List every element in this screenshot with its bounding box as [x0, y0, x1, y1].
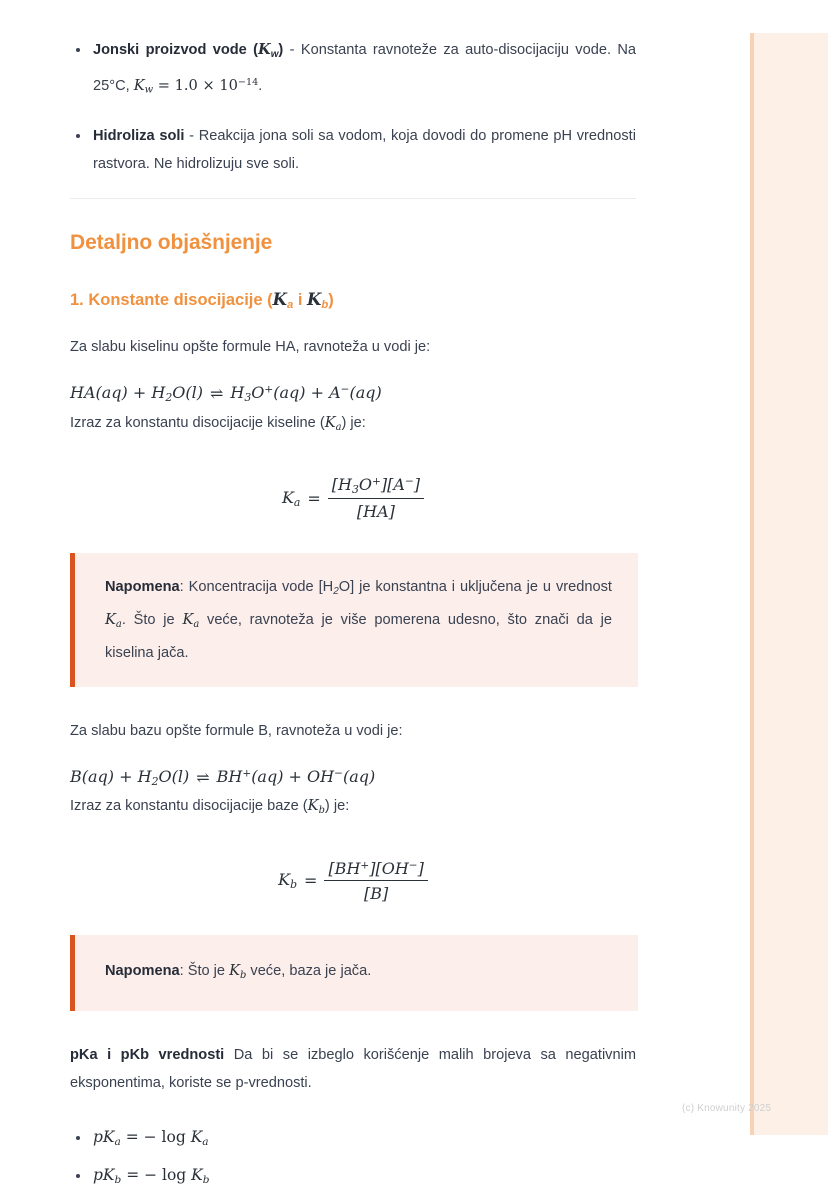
note-callout-base [70, 935, 638, 1012]
note-text-1: : Što je [179, 962, 230, 979]
bullet-term-close: ) [278, 42, 284, 58]
heading-kb-sub: b [321, 299, 329, 312]
pka-k: K [190, 1128, 203, 1147]
beq-rhs-bh: BH [216, 766, 243, 786]
bullet-text-end: . [258, 77, 263, 94]
bullet-term-math-k: K [258, 41, 271, 58]
note-label: Napomena [105, 579, 180, 596]
bexpr-intro-sub: b [318, 804, 325, 816]
ka-fraction [328, 475, 424, 521]
ka-num-a-close: ] [413, 475, 421, 495]
ka-num-sub: 3 [352, 483, 359, 497]
eq-rhs-a-charge: − [340, 384, 350, 397]
heading-suffix: ) [328, 291, 334, 310]
ka-lhs [282, 488, 300, 509]
note-ka-1-sub: a [115, 618, 122, 630]
kb-fraction [324, 859, 427, 903]
kb-denominator: [B] [364, 883, 389, 903]
heading-ka-sub: a [286, 299, 294, 312]
eq-h2o-o: O [172, 383, 186, 403]
beq-lhs-state: (aq) [81, 766, 115, 786]
kb-num-oh-charge: − [408, 859, 418, 872]
note-text-4: veće, ravnoteža je više pomerena udesno, što znači da je kiselina jača. [105, 612, 612, 661]
beq-rhs-state: (aq) [251, 766, 284, 786]
note-text [105, 573, 612, 667]
list-item [70, 36, 636, 104]
beq-plus-1: + [114, 766, 138, 786]
beq-h2o-o: O [158, 766, 172, 786]
kb-num-oh: [OH [375, 858, 409, 878]
pkb-sub: b [114, 1174, 122, 1187]
note-kb-sub: b [240, 969, 247, 981]
bullet-text: - Reakcija jona soli sa vodom, koja dovodi do promene pH vrednosti rastvora. Ne hidrolizuju sve soli. [93, 128, 636, 173]
expr-intro-post: ) je: [341, 414, 366, 431]
expr-intro-sub: a [335, 421, 342, 433]
decorative-side-band [750, 33, 828, 1135]
bullet-term: Jonski proizvod vode ( [93, 42, 259, 58]
note-text-3: . Što je [121, 612, 183, 629]
expr-intro-pre: Izraz za konstantu disocijacije kiseline ( [70, 414, 325, 431]
kb-num-charge: + [360, 859, 370, 872]
detailed-explanation-section [0, 231, 700, 1197]
beq-rhs-oh: OH [307, 766, 335, 786]
expr-intro-k: K [324, 413, 336, 431]
base-expression-intro [70, 792, 636, 825]
kb-formula [70, 859, 636, 903]
acid-intro-text: Za slabu kiselinu opšte formule HA, ravnoteža u vodi je: [70, 339, 431, 356]
pka-p: pK [93, 1128, 115, 1147]
beq-plus-2: + [283, 766, 308, 786]
beq-rhs-oh-state: (aq) [342, 766, 376, 786]
kb-numerator [324, 859, 427, 881]
base-intro-text: Za slabu bazu opšte formule B, ravnoteža u vodi je: [70, 722, 403, 739]
pk-formula-list [70, 1121, 636, 1197]
bexpr-intro-pre: Izraz za konstantu disocijacije baze ( [70, 797, 308, 814]
kw-value: = 1.0 × 10 [153, 76, 238, 94]
eq-rhs-h: H [230, 383, 245, 403]
beq-h2o-sub: 2 [151, 774, 159, 788]
copyright-watermark: (c) Knowunity 2025 [682, 1103, 772, 1114]
note-ka-2-sub: a [193, 618, 200, 630]
eq-arrow: ⇌ [209, 384, 224, 404]
eq-rhs-o: O [251, 383, 265, 403]
top-bullet-list [70, 36, 636, 178]
list-item [70, 1159, 636, 1197]
eq-h2o-sub: 2 [165, 391, 173, 405]
ka-num-close: ] [380, 475, 388, 495]
eq-h2o-h: H [151, 383, 166, 403]
ka-denominator: [HA] [356, 502, 395, 522]
eq-rhs-sub: 3 [244, 391, 252, 405]
beq-arrow: ⇌ [196, 767, 210, 787]
ka-lhs-k: K [281, 487, 294, 507]
eq-plus-2: + [305, 383, 330, 403]
heading-mid: i [293, 291, 307, 310]
ka-lhs-sub: a [293, 495, 301, 509]
kb-equals: = [304, 871, 318, 891]
kw-exponent: −14 [237, 76, 259, 88]
kb-num-close: ] [369, 858, 376, 878]
kb-lhs [278, 870, 297, 891]
kw-symbol: K [133, 76, 145, 94]
kb-num-oh-close: ] [417, 858, 424, 878]
note-ka-1: K [105, 611, 116, 629]
eq-rhs-a: A [329, 383, 341, 403]
beq-rhs-charge: + [242, 767, 252, 780]
bullet-text: - Konstanta ravnoteže za auto-disocijaciju vode. Na 25°C, [93, 42, 637, 94]
note-text-2: O] je konstantna i uključena je u vrednost [338, 579, 612, 596]
bexpr-intro-k: K [307, 796, 319, 814]
heading-ka: K [272, 290, 287, 310]
pkb-rel: = − log [121, 1166, 192, 1185]
bullet-term-math-sub: w [270, 48, 279, 60]
eq-lhs-state: (aq) [95, 383, 128, 403]
eq-rhs-charge: + [264, 384, 274, 397]
pkb-k-sub: b [202, 1174, 210, 1187]
pkb-p: pK [93, 1166, 115, 1185]
section-heading-minor [70, 290, 636, 311]
heading-kb: K [307, 290, 322, 310]
eq-lhs-ha: HA [70, 383, 96, 403]
ka-num-h: [H [331, 475, 352, 495]
base-equilibrium-equation [70, 767, 636, 788]
acid-expression-intro [70, 409, 636, 442]
decorative-side-band-edge [750, 33, 754, 1135]
heading-prefix: 1. Konstante disocijacije ( [70, 291, 273, 310]
bexpr-intro-post: ) je: [324, 797, 350, 814]
list-item [70, 122, 636, 178]
ka-num-a-charge: − [404, 476, 414, 489]
acid-equilibrium-equation [70, 383, 636, 404]
kb-lhs-k: K [278, 870, 291, 890]
pkb-k: K [191, 1166, 203, 1185]
ka-num-charge: + [372, 476, 381, 489]
pk-text: Da bi se izbeglo korišćenje malih brojeva sa negativnim eksponentima, koriste se p-vrednosti. [70, 1047, 636, 1092]
pka-rel: = − log [120, 1128, 191, 1147]
note-callout-acid [70, 553, 638, 687]
note-text [105, 957, 612, 990]
eq-h2o-state: (l) [185, 383, 203, 403]
note-ka-2: K [182, 611, 194, 629]
kb-lhs-sub: b [290, 878, 298, 892]
ka-num-a: [A [387, 475, 405, 495]
beq-lhs-b: B [70, 766, 82, 786]
pk-paragraph [70, 1041, 636, 1097]
section-divider [70, 198, 636, 199]
beq-h2o-h: H [137, 766, 152, 786]
list-item [70, 1121, 636, 1159]
pka-k-sub: a [202, 1136, 209, 1149]
note-text-1: : Koncentracija vode [H [179, 579, 334, 596]
eq-rhs-a-state: (aq) [349, 383, 382, 403]
ka-numerator [328, 475, 424, 499]
section-heading-major: Detaljno objašnjenje [70, 231, 273, 255]
eq-rhs-state: (aq) [273, 383, 306, 403]
eq-plus-1: + [127, 383, 152, 403]
ka-num-o: O [358, 475, 373, 495]
note-h2o-sub: 2 [333, 586, 339, 598]
top-bullet-section [0, 0, 700, 199]
note-kb: K [229, 961, 240, 979]
beq-h2o-state: (l) [171, 766, 190, 786]
bullet-term: Hidroliza soli [93, 128, 185, 145]
note-text-2: veće, baza je jača. [246, 962, 372, 979]
ka-formula [70, 475, 636, 521]
note-label: Napomena [105, 962, 180, 979]
pk-bold-lead: pKa i pKb vrednosti [70, 1047, 225, 1064]
beq-rhs-oh-charge: − [334, 767, 343, 780]
kb-num-bh: [BH [328, 858, 361, 878]
pka-sub: a [114, 1136, 121, 1149]
kw-subscript: w [144, 84, 154, 96]
ka-equals: = [307, 488, 321, 508]
